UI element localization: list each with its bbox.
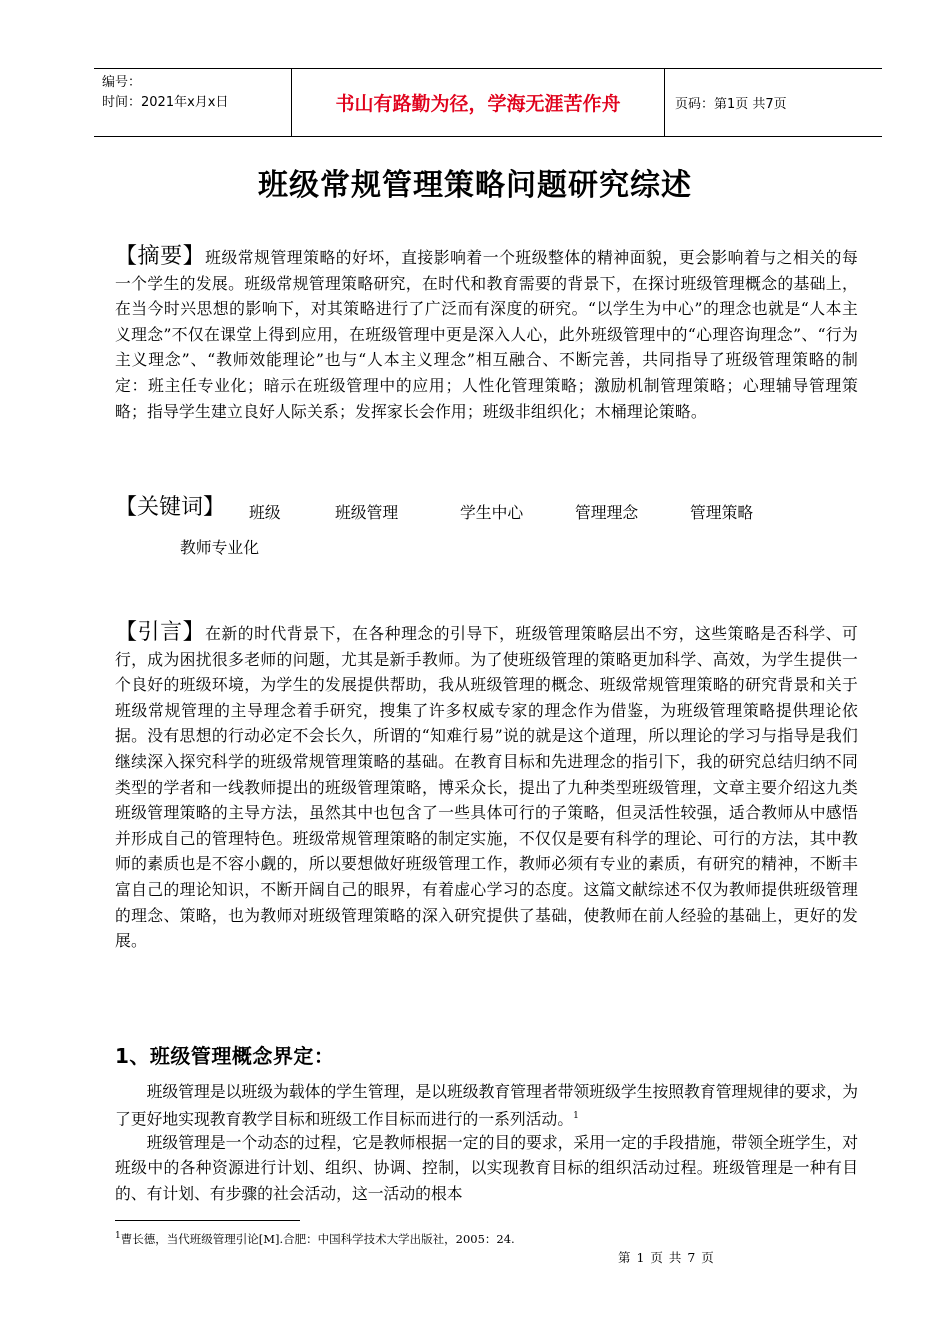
keyword-item: 学生中心: [460, 503, 524, 522]
section-heading: 1、班级管理概念界定：: [115, 1044, 335, 1068]
footnote-divider: [115, 1220, 300, 1221]
keyword-item: 班级: [249, 503, 281, 522]
footnote-ref: 1: [573, 1111, 579, 1122]
header-meta: [94, 69, 292, 136]
keywords-label: 【关键词】: [115, 495, 226, 520]
footnote: [115, 1231, 515, 1247]
header-page-info: 页码：第1页 共7页: [675, 97, 787, 112]
intro-label: 【引言】: [115, 620, 206, 645]
document-title: 班级常规管理策略问题研究综述: [258, 168, 692, 203]
keyword-item: 管理策略: [690, 503, 754, 522]
footnote-mark: 1: [115, 1231, 121, 1242]
keyword-item: 管理理念: [575, 503, 639, 522]
abstract-text: 班级常规管理策略的好坏，直接影响着一个班级整体的精神面貌，更会影响着与之相关的每一个学生的发展。班级常规管理策略研究，在时代和教育需要的背景下，在探讨班级管理概念的基础上，在当今时兴思想的影响下，对其策略进行了广泛而有深度的研究。“以学生为中心”的理念也就是“人本主义理念”不仅在课堂上得到应用，在班级管理中更是深入人心，此外班级管理中的“心理咨询理念”、“行为主义理念”、“教师效能理论”也与“人本主义理念”相互融合、不断完善，共同指导了班级管理策略的制定：班主任专业化；暗示在班级管理中的应用；人性化管理策略；激励机制管理策略；心理辅导管理策略；指导学生建立良好人际关系；发挥家长会作用；班级非组织化；木桶理论策略。: [115, 248, 858, 421]
section-paragraph-1: [115, 1079, 858, 1132]
intro-paragraph: [115, 620, 858, 954]
footnote-text: 曹长德，当代班级管理引论[M].合肥：中国科学技术大学出版社，2005：24.: [120, 1232, 515, 1246]
number-label: 编号：: [102, 75, 142, 90]
page-footer: 第 1 页 共 7 页: [618, 1250, 715, 1265]
intro-text: 在新的时代背景下，在各种理念的引导下，班级管理策略层出不穷，这些策略是否科学、可行，成为困扰很多老师的问题，尤其是新手教师。为了使班级管理的策略更加科学、高效，为学生提供一个良好的班级环境，为学生的发展提供帮助，我从班级管理的概念、班级常规管理策略的研究背景和关于班级常规管理的主导理念着手研究，搜集了许多权威专家的理念作为借鉴，为班级管理策略提供理论依据。没有思想的行动必定不会长久，所谓的“知难行易”说的就是这个道理，所以理论的学习与指导是我们继续深入探究科学的班级常规管理策略的基础。在教育目标和先进理念的指引下，我的研究总结归纳不同类型的学者和一线教师提出的班级管理策略，博采众长，提出了九种类型班级管理，文章主要介绍这九类班级管理策略的主导方法，虽然其中也包含了一些具体可行的子策略，但灵活性较强，适合教师从中感悟并形成自己的管理特色。班级常规管理策略的制定实施，不仅仅是要有科学的理论、可行的方法，其中教师的素质也是不容小觑的，所以要想做好班级管理工作，教师必须有专业的素质，有研究的精神，不断丰富自己的理论知识，不断开阔自己的眼界，有着虚心学习的态度。这篇文献综述不仅为教师提供班级管理的理念、策略，也为教师对班级管理策略的深入研究提供了基础，使教师在前人经验的基础上，更好的发展。: [115, 624, 858, 951]
keyword-item: 教师专业化: [180, 538, 259, 557]
section-paragraph-1-text: 班级管理是以班级为载体的学生管理，是以班级教育管理者带领班级学生按照教育管理规律的要求，为了更好地实现教育教学目标和班级工作目标而进行的一系列活动。: [115, 1082, 858, 1129]
time-label: 时间：2021年x月x日: [102, 95, 229, 110]
section-paragraph-2: 班级管理是一个动态的过程，它是教师根据一定的目的要求，采用一定的手段措施，带领全班学生，对班级中的各种资源进行计划、组织、协调、控制，以实现教育目标的组织活动过程。班级管理是一种有目的、有计划、有步骤的社会活动，这一活动的根本: [115, 1133, 858, 1203]
document-header: [94, 68, 882, 137]
abstract-label: 【摘要】: [115, 244, 206, 269]
keyword-item: 班级管理: [335, 503, 399, 522]
keywords: [115, 490, 875, 557]
abstract-paragraph: [115, 244, 858, 424]
header-motto: 书山有路勤为径，学海无涯苦作舟: [292, 69, 665, 136]
